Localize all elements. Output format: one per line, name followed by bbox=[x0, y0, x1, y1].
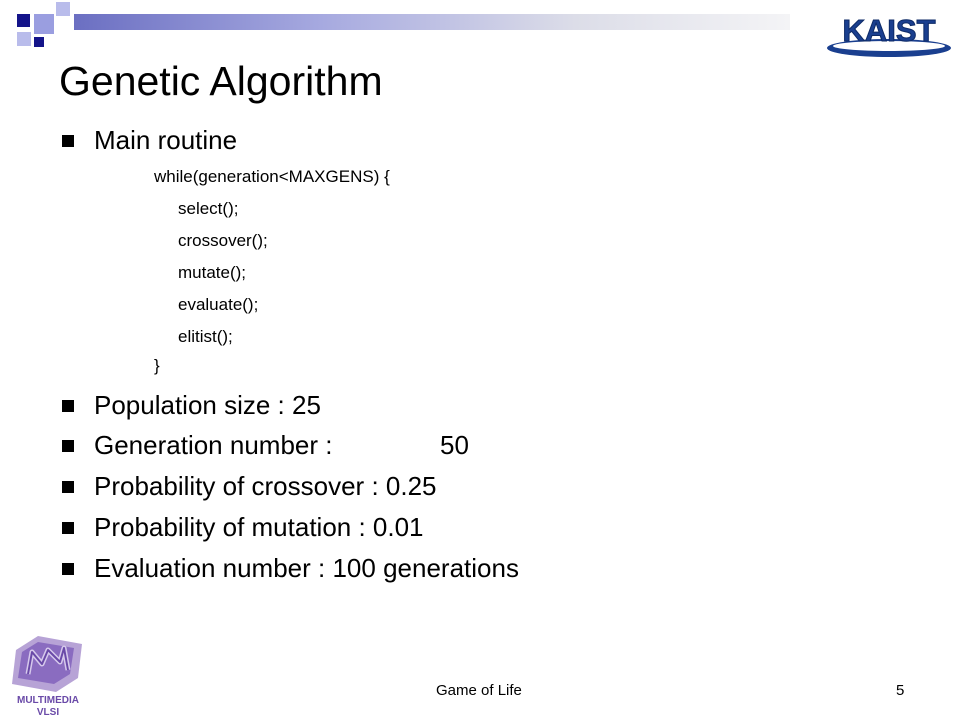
decor-square-dark-1 bbox=[17, 14, 30, 27]
code-line-while: while(generation<MAXGENS) { bbox=[154, 167, 390, 186]
code-line-select: select(); bbox=[178, 199, 239, 218]
bullet-marker bbox=[62, 522, 74, 534]
decor-square-light-3 bbox=[17, 32, 31, 46]
page-title: Genetic Algorithm bbox=[59, 58, 383, 104]
kaist-logo-text: KAIST bbox=[842, 13, 936, 48]
generation-number-value: 50 bbox=[440, 430, 469, 460]
logo-text-multimedia: MULTIMEDIA bbox=[16, 695, 80, 706]
decor-square-dark-2 bbox=[34, 37, 44, 47]
multimedia-vlsi-logo bbox=[8, 630, 88, 718]
page-number: 5 bbox=[896, 682, 905, 699]
bullet-marker bbox=[62, 440, 74, 452]
code-line-crossover: crossover(); bbox=[178, 231, 268, 250]
kaist-logo bbox=[824, 8, 954, 60]
bullet-marker bbox=[62, 563, 74, 575]
bullet-mutation-probability: Probability of mutation : 0.01 bbox=[94, 512, 424, 542]
code-line-close-brace: } bbox=[154, 356, 160, 375]
bullet-population-size: Population size : 25 bbox=[94, 390, 321, 420]
code-line-elitist: elitist(); bbox=[178, 327, 233, 346]
bullet-crossover-probability: Probability of crossover : 0.25 bbox=[94, 471, 437, 501]
header-gradient-bar bbox=[74, 14, 790, 30]
bullet-marker bbox=[62, 400, 74, 412]
decor-square-light-1 bbox=[34, 14, 54, 34]
footer-title: Game of Life bbox=[436, 682, 522, 699]
code-line-mutate: mutate(); bbox=[178, 263, 247, 282]
bullet-main-routine: Main routine bbox=[94, 125, 238, 155]
bullet-marker bbox=[62, 135, 74, 147]
bullet-evaluation-number: Evaluation number : 100 generations bbox=[94, 553, 519, 583]
logo-text-vlsi: VLSI bbox=[36, 707, 60, 718]
bullet-marker bbox=[62, 481, 74, 493]
code-line-evaluate: evaluate(); bbox=[178, 295, 259, 314]
decor-square-light-2 bbox=[56, 2, 70, 16]
bullet-generation-number: Generation number : bbox=[94, 430, 333, 460]
